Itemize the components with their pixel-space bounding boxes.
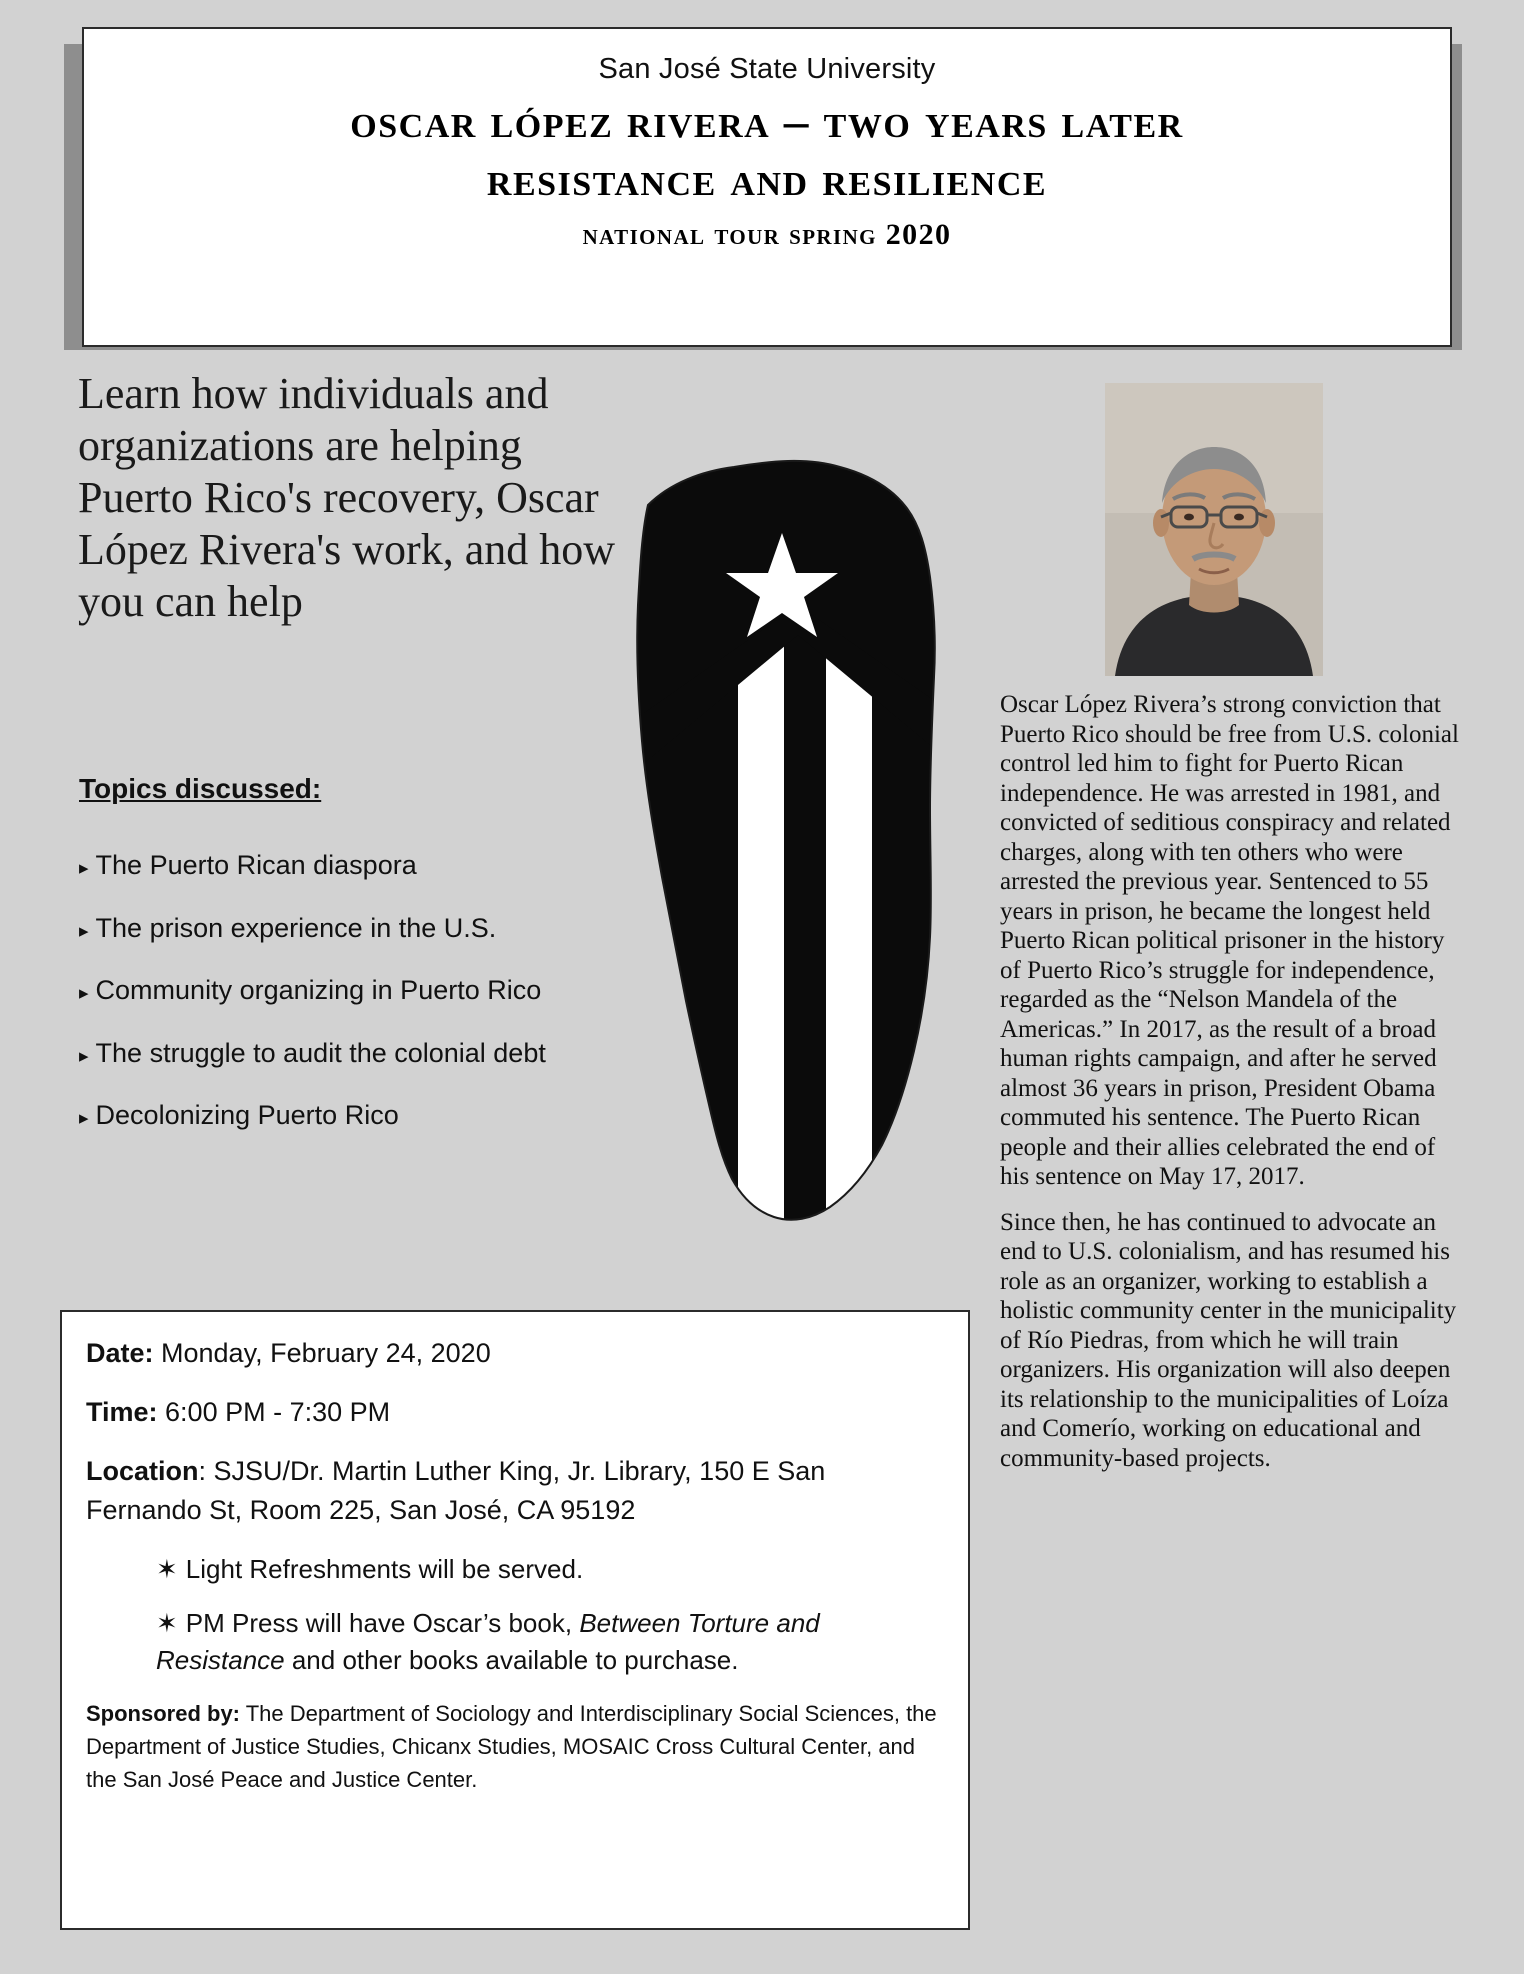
oscar-lopez-rivera-portrait [1105,383,1323,676]
triangle-bullet-icon: ▸ [79,858,89,879]
event-location-label: Location [86,1456,199,1487]
note-book-pre: PM Press will have Oscar’s book, [185,1608,580,1639]
list-item [79,845,669,886]
note-refreshments-text: Light Refreshments will be served. [185,1553,584,1584]
event-date [86,1334,944,1373]
title-line-2: resistance and resilience [486,150,1048,206]
event-time-value: 6:00 PM - 7:30 PM [157,1397,391,1428]
biography-paragraph-2: Since then, he has continued to advocate an end to U.S. colonialism, and has resumed his role as an organizer, working to establish a holistic community center in the municipality of Río Piedras, from which he will train organizers. His organization will also deepen its relationship to the municipalities of Loíza and Comerío, working on educational and community-based projects. [1000,1208,1457,1472]
event-location-value: : SJSU/Dr. Martin Luther King, Jr. Library, 150 E San Fernando St, Room 225, San José, CA 95192 [86,1456,826,1526]
university-name: San José State University [598,53,936,85]
header-banner [82,27,1452,347]
topics-heading-text: Topics discussed: [79,773,322,804]
sponsors [86,1697,944,1796]
note-book-sales [156,1605,944,1679]
event-location [86,1452,944,1530]
page-title [84,92,1450,150]
note-book-post: and other books available to purchase. [284,1645,739,1676]
list-item [79,970,669,1011]
note-refreshments [156,1551,944,1588]
biography-paragraph-1: Oscar López Rivera’s strong conviction that Puerto Rico should be free from U.S. colonial control led him to fight for Puerto Rican independence. He was arrested in 1981, and convicted of seditious conspiracy and related charges, along with ten others who were arrested the previous year. Sentenced to 55 years in prison, he became the longest held Puerto Rican political prisoner in the history of Puerto Rico’s struggle for independence, regarded as the “Nelson Mandela of the Americas.” In 2017, as the result of a broad human rights campaign, and after he served almost 36 years in prison, President Obama commuted his sentence. The Puerto Rican people and their allies celebrated the end of his sentence on May 17, 2017. [1000,691,1459,1190]
event-time-label: Time: [86,1397,158,1428]
title-line-1: oscar lópez rivera – two years later [350,93,1184,148]
list-item-label: Community organizing in Puerto Rico [95,975,542,1005]
list-item-label: The struggle to audit the colonial debt [95,1037,546,1068]
topics-list [79,845,669,1158]
page-title-second-line [84,150,1450,208]
puerto-rico-flag-map [630,445,960,1245]
event-date-value: Monday, February 24, 2020 [153,1338,491,1368]
list-item-label: Decolonizing Puerto Rico [95,1100,399,1130]
triangle-bullet-icon: ▸ [79,983,89,1004]
biography [1000,690,1468,1489]
triangle-bullet-icon: ▸ [79,920,89,942]
sponsors-text: The Department of Sociology and Interdisciplinary Social Sciences, the Department of Justice Studies, Chicanx Studies, MOSAIC Cross Cultural Center, and the San José Peace and Justice Center. [86,1701,937,1793]
star-bullet-icon: ✶ [156,1608,178,1639]
list-item [79,908,669,949]
page-subtitle: national tour spring 2020 [582,217,952,251]
event-details-box [60,1310,970,1930]
triangle-bullet-icon: ▸ [79,1108,89,1129]
lead-paragraph: Learn how individuals and organizations are helping Puerto Rico's recovery, Oscar López Rivera's work, and how you can help [78,369,616,626]
star-bullet-icon: ✶ [156,1553,178,1584]
sponsors-label: Sponsored by: [86,1701,241,1727]
event-time [86,1393,944,1432]
event-date-label: Date: [86,1338,154,1368]
list-item-label: The prison experience in the U.S. [95,912,497,943]
book-title: Between Torture and Resistance [156,1608,820,1676]
triangle-bullet-icon: ▸ [79,1045,89,1067]
topics-heading [79,773,321,805]
list-item-label: The Puerto Rican diaspora [95,850,417,880]
list-item [79,1033,669,1074]
list-item [79,1095,669,1136]
